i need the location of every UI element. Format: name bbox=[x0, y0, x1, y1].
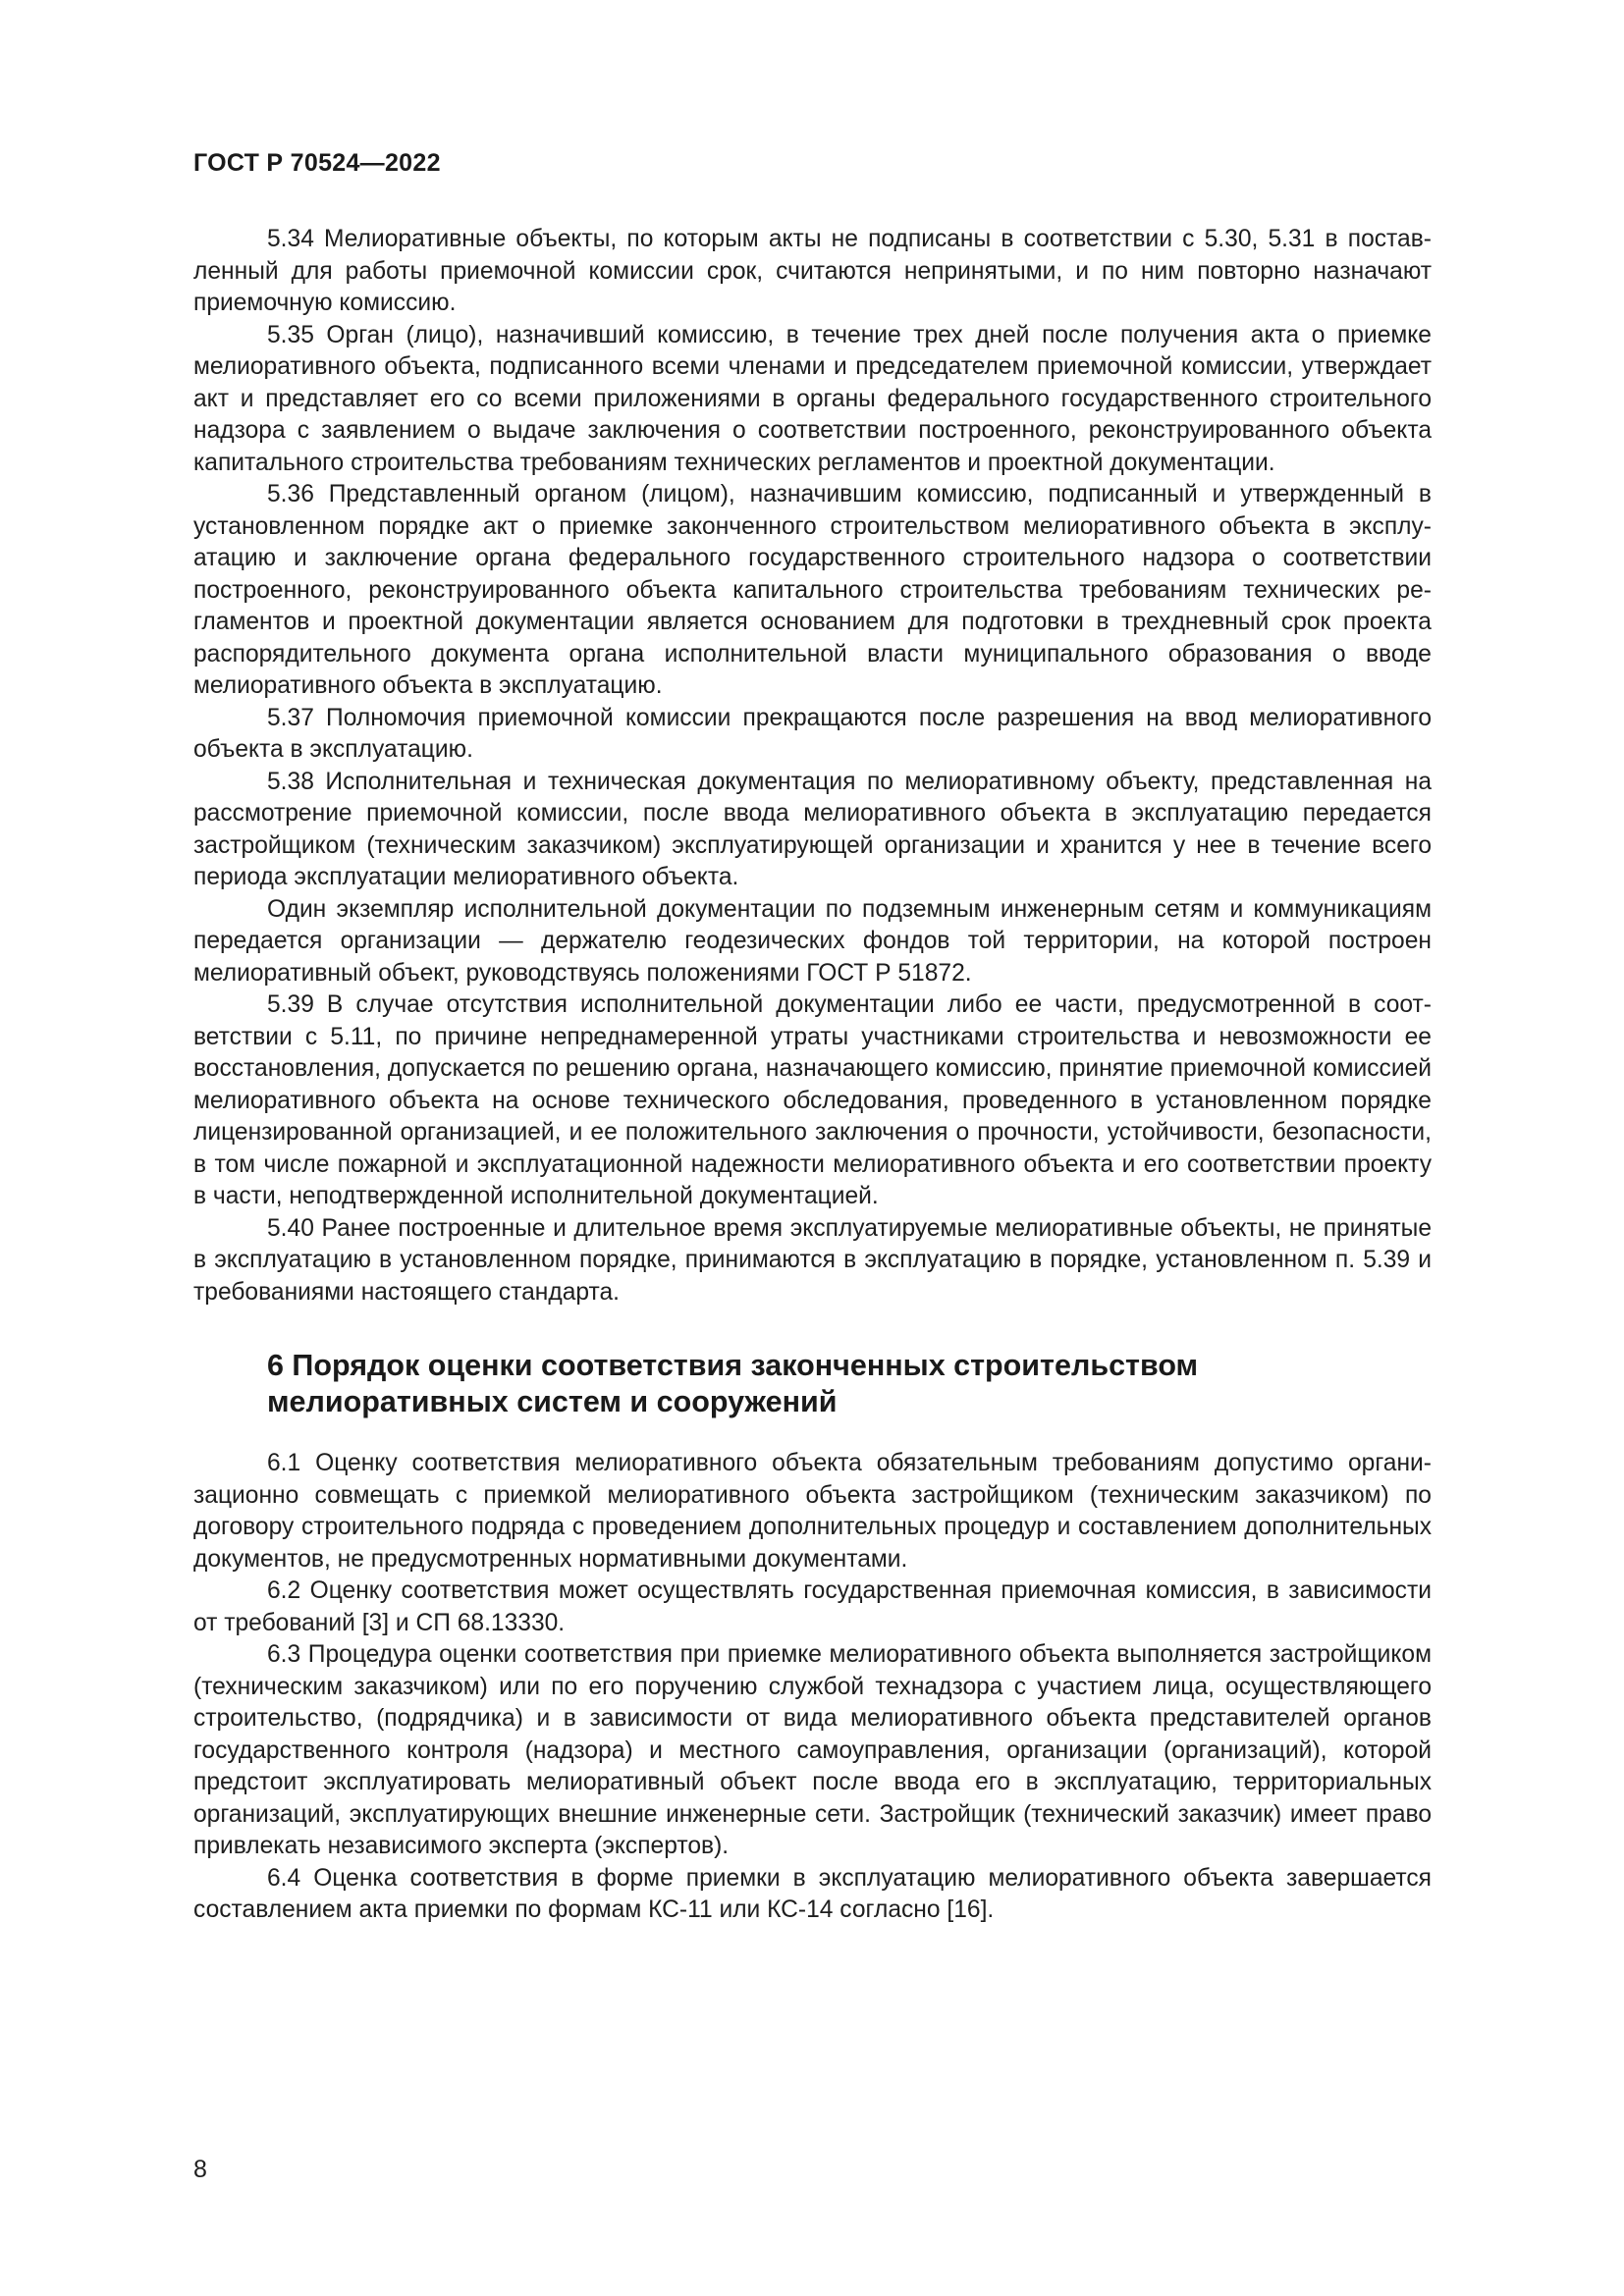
section-6-title-line2: мелиоративных систем и сооружений bbox=[267, 1385, 838, 1418]
paragraph-5-40: 5.40 Ранее построенные и длительное время эксплуатируемые мелиоративные объекты, не принятые в эксплуатацию в установленном порядке, принимаются в эксплуатацию в порядке, установленном п. 5.39 и требованиями настоящего стандарта. bbox=[193, 1214, 1432, 1306]
section-6-title-line1: 6 Порядок оценки соответствия законченных строительством bbox=[267, 1349, 1199, 1382]
paragraph-5-38-continued: Один экземпляр исполнительной документации по подземным инженерным сетям и коммуникациям передается организации — держателю геодезических фондов той территории, на которой построен мелиоративный объект, руководствуясь положениями ГОСТ Р 51872. bbox=[193, 895, 1432, 987]
paragraph-5-36: 5.36 Представленный органом (лицом), назначившим комиссию, подписанный и утвержденный в установленном порядке акт о приемке законченного строительством мелиоративного объекта в эксплуатацию и заключение органа федерального государственного строительного надзора о соответствии построенного, реконструированного объекта капитального строительства требованиям технических регламентов и проектной документации является основанием для подготовки в трехдневный срок проекта распорядительного документа органа исполнительной власти муниципального образования о вводе мелиоративного объекта в эксплуатацию. bbox=[193, 481, 1432, 699]
paragraph-5-39: 5.39 В случае отсутствия исполнительной документации либо ее части, предусмотренной в соответствии с 5.11, по причине непреднамеренной утраты участниками строительства и невозможности ее восстановления, допускается по решению органа, назначающего комиссию, принятие приемочной комиссией мелиоративного объекта на основе технического обследования, проведенного в установленном порядке лицензированной организацией, и ее положительного заключения о прочности, устойчивости, безопасности, в том числе пожарной и эксплуатационной надежности мелиоративного объекта и его соответствии проекту в части, неподтвержденной исполнительной документацией. bbox=[193, 991, 1432, 1209]
page-number: 8 bbox=[193, 2156, 207, 2183]
paragraph-5-37: 5.37 Полномочия приемочной комиссии прекращаются после разрешения на ввод мелиоративного объекта в эксплуатацию. bbox=[193, 704, 1432, 763]
paragraph-6-2: 6.2 Оценку соответствия может осуществлять государственная приемочная комиссия, в зависимости от требований [3] и СП 68.13330. bbox=[193, 1577, 1432, 1636]
document-designation: ГОСТ Р 70524—2022 bbox=[193, 149, 441, 177]
paragraph-6-1: 6.1 Оценку соответствия мелиоративного объекта обязательным требованиям допустимо организационно совмещать с приемкой мелиоративного объекта застройщиком (техническим заказчиком) по договору строительного подряда с проведением дополнительных процедур и составлением дополнительных документов, не предусмотренных нормативными документами. bbox=[193, 1450, 1432, 1573]
document-body bbox=[193, 224, 1432, 1927]
paragraph-5-35: 5.35 Орган (лицо), назначивший комиссию, в течение трех дней после получения акта о приемке мелиоративного объекта, подписанного всеми членами и председателем приемочной комиссии, утверждает акт и представляет его со всеми приложениями в органы федерального государственного строительного надзора с заявлением о выдаче заключения о соответствии построенного, реконструированного объекта капитального строительства требованиям технических регламентов и проектной документации. bbox=[193, 321, 1432, 476]
paragraph-5-34: 5.34 Мелиоративные объекты, по которым акты не подписаны в соответствии с 5.30, 5.31 в поставленный для работы приемочной комиссии срок, считаются непринятыми, и по ним повторно назначают приемочную комиссию. bbox=[193, 226, 1432, 316]
section-6-heading bbox=[193, 1348, 1432, 1420]
paragraph-6-3: 6.3 Процедура оценки соответствия при приемке мелиоративного объекта выполняется застройщиком (техническим заказчиком) или по его поручению службой технадзора с участием лица, осуществляющего строительство, (подрядчика) и в зависимости от вида мелиоративного объекта представителей органов государственного контроля (надзора) и местного самоуправления, организации (организаций), которой предстоит эксплуатировать мелиоративный объект после ввода его в эксплуатацию, территориальных организаций, эксплуатирующих внешние инженерные сети. Застройщик (технический заказчик) имеет право привлекать независимого эксперта (экспертов). bbox=[193, 1641, 1432, 1859]
paragraph-6-4: 6.4 Оценка соответствия в форме приемки в эксплуатацию мелиоративного объекта завершается составлением акта приемки по формам КС-11 или КС-14 согласно [16]. bbox=[193, 1864, 1432, 1923]
paragraph-5-38: 5.38 Исполнительная и техническая документация по мелиоративному объекту, представленная на рассмотрение приемочной комиссии, после ввода мелиоративного объекта в эксплуатацию передается застройщиком (техническим заказчиком) эксплуатирующей организации и хранится у нее в течение всего периода эксплуатации мелиоративного объекта. bbox=[193, 768, 1432, 890]
